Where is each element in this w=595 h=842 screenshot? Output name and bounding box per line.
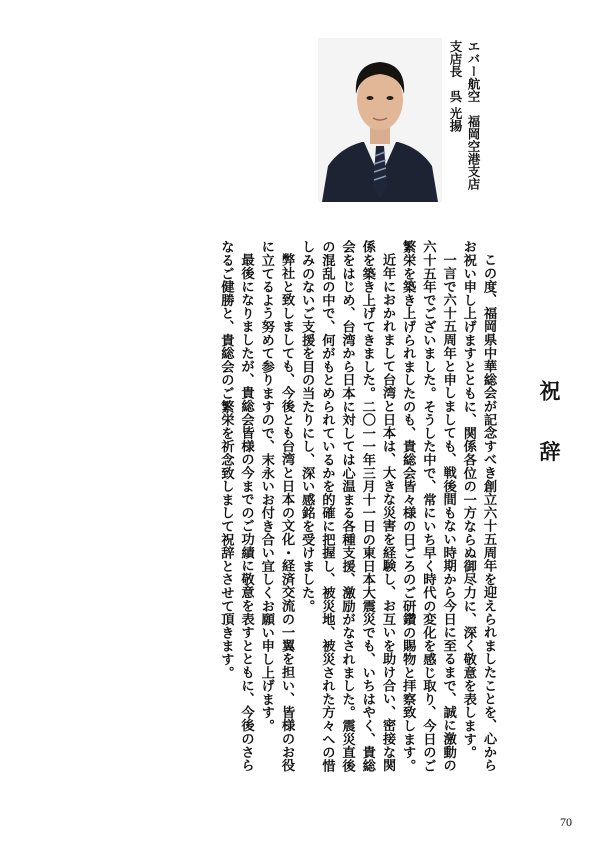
page-number: 70: [560, 815, 572, 829]
portrait-photo: [318, 38, 442, 202]
paragraph: この度、福岡県中華総会が記念すべき創立六十五周年を迎えられましたことを、心からお祝い申し上げますとともに、関係各位の一方ならぬ御尽力に、深く敬意を表します。: [460, 240, 496, 772]
paragraph: 最後になりましたが、貴総会皆様の今までのご功績に敬意を表すとともに、今後のさらなるご健勝と、貴総会のご繁栄を祈念致しまして祝辞とさせて頂きます。: [218, 240, 254, 772]
author-organization: エバー航空 福岡空港支店: [466, 40, 481, 190]
page-title: 祝 辞: [537, 380, 561, 478]
portrait-illustration: [318, 38, 442, 202]
paragraph: 近年におかれまして台湾と日本は、大きな災害を経験し、お互いを助け合い、密接な関係を築き上げてきました。二〇一一年三月十一日の東日本大震災でも、いちはやく、貴総会をはじめ、台湾から日本に対しては心温まる各種支援、激励がなされました。震災直後の混乱の中で、何がもとめられているかを的確に把握し、被災地、被災された方々への惜しみのないご支援を目の当たりにし、深い感銘を受けました。: [299, 240, 395, 772]
paragraph: 弊社と致しましても、今後とも台湾と日本の文化・経済交流の一翼を担い、皆様のお役に立てるよう努めて参りますので、末永いお付き合い宜しくお願い申し上げます。: [258, 240, 294, 772]
message-body: [58, 240, 498, 785]
paragraph: 一言で六十五周年と申しましても、戦後間もない時期から今日に至るまで、誠に激動の六十五年でございました。そうした中で、常にいち早く時代の変化を感じ取り、今日のご繁栄を築き上げられましたのも、貴総会皆々様の日ごろのご研鑽の賜物と拝察致します。: [400, 240, 456, 772]
author-role-name: 支店長 呉 光揚: [448, 40, 463, 132]
author-byline: [446, 40, 482, 210]
